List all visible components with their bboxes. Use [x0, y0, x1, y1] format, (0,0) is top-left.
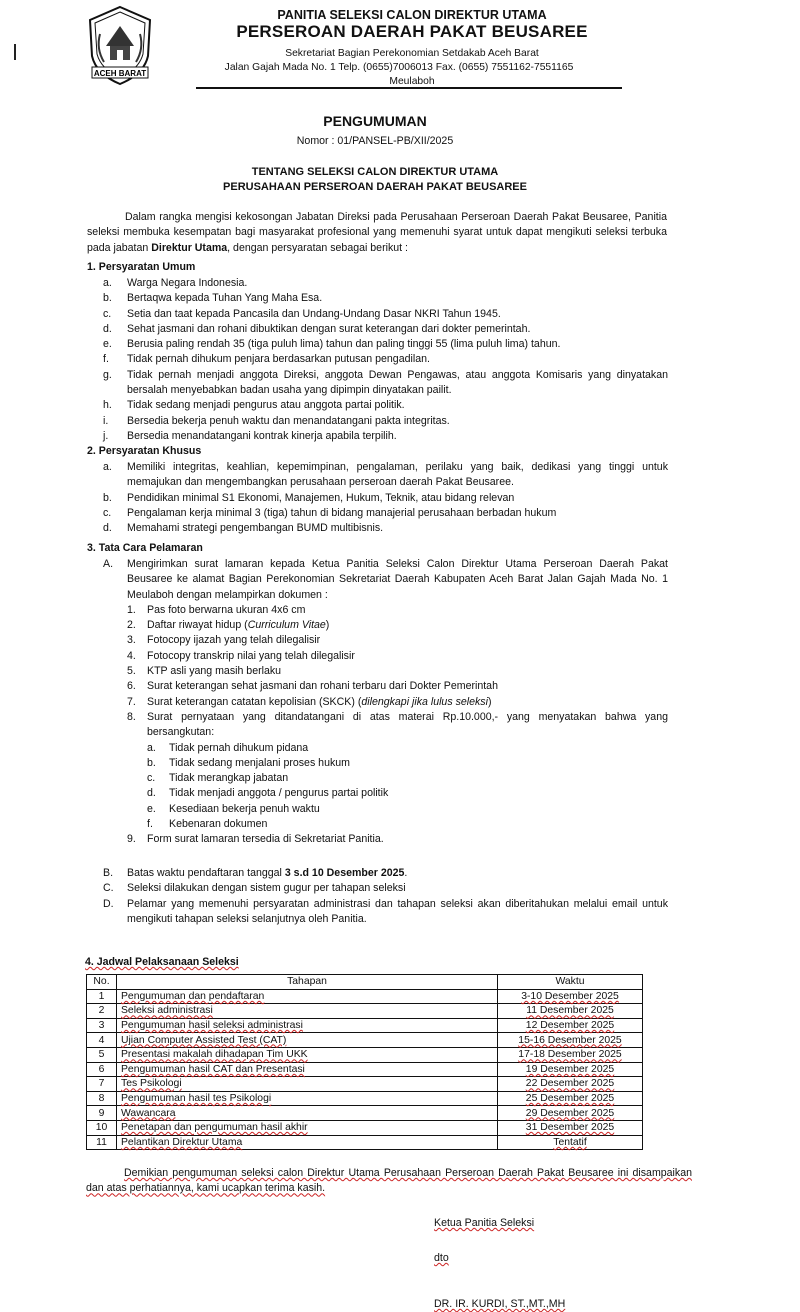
special-requirements-list: [103, 460, 668, 536]
statement-item: c. Tidak merangkap jabatan: [147, 772, 289, 785]
list-item: f. Tidak pernah dihukum penjara berdasarkan putusan pengadilan.: [103, 353, 430, 366]
list-item: a. Memiliki integritas, keahlian, kepemimpinan, pengalaman, perilaku yang baik, dedikasi yang tinggi untuk memajukan dan mengembangkan perusahaan perseroan daerah Pakat Beusaree.: [103, 461, 668, 489]
statement-item: f. Kebenaran dokumen: [147, 818, 268, 831]
header-committee: PANITIA SELEKSI CALON DIREKTUR UTAMA: [277, 8, 547, 22]
row-stage: Pengumuman hasil CAT dan Presentasi: [117, 1062, 498, 1077]
document-item: 2. Daftar riwayat hidup (Curriculum Vitae): [127, 619, 330, 632]
subject-line-2: PERUSAHAAN PERSEROAN DAERAH PAKAT BEUSAREE: [223, 181, 527, 193]
row-time: 11 Desember 2025: [498, 1004, 643, 1019]
list-item: g. Tidak pernah menjadi anggota Direksi, anggota Dewan Pengawas, atau anggota Komisaris yang dinyatakan bersalah menyebabkan badan usaha yang dipimpin dinyatakan pailit.: [103, 368, 668, 397]
list-item: c. Setia dan taat kepada Pancasila dan Undang-Undang Dasar NKRI Tahun 1945.: [103, 307, 501, 320]
document-item: 1. Pas foto berwarna ukuran 4x6 cm: [127, 603, 306, 616]
section-1-title: 1. Persyaratan Umum: [87, 261, 196, 273]
row-stage: Wawancara: [117, 1106, 498, 1121]
document-item: 5. KTP asli yang masih berlaku: [127, 665, 282, 678]
list-item: b. Bertaqwa kepada Tuhan Yang Maha Esa.: [103, 292, 323, 305]
logo-text: ACEH BARAT: [93, 69, 147, 78]
table-row: [87, 1062, 643, 1077]
intro-paragraph: Dalam rangka mengisi kekosongan Jabatan Direksi pada Perusahaan Perseroan Daerah Pakat Beusaree, Panitia seleksi membuka kesempatan bagi masyarakat profesional yang memenuhi syarat untuk dapat mengikuti seleksi terbuka pada jabatan Direktur Utama, dengan persyaratan sebagai berikut :: [87, 211, 667, 254]
col-time: Waktu: [498, 975, 643, 990]
letterhead: [84, 4, 624, 90]
list-item: e. Berusia paling rendah 35 (tiga puluh lima) tahun dan paling tinggi 55 (lima puluh lima) tahun.: [103, 338, 561, 351]
row-time: 12 Desember 2025: [498, 1018, 643, 1033]
list-item: j. Bersedia menandatangani kontrak kinerja apabila terpilih.: [103, 429, 397, 442]
row-stage: Seleksi administrasi: [117, 1004, 498, 1019]
statement-item: a. Tidak pernah dihukum pidana: [147, 741, 309, 754]
row-time: 19 Desember 2025: [498, 1062, 643, 1077]
col-no: No.: [87, 975, 117, 990]
row-time: Tentatif: [498, 1135, 643, 1150]
list-item: a. Warga Negara Indonesia.: [103, 277, 248, 289]
row-no: 10: [87, 1120, 117, 1135]
signature-name: DR. IR. KURDI, ST.,MT.,MH: [434, 1298, 566, 1310]
statement-item: d. Tidak menjadi anggota / pengurus partai politik: [147, 787, 389, 800]
table-row: [87, 1106, 643, 1121]
row-no: 5: [87, 1047, 117, 1062]
list-item: i. Bersedia bekerja penuh waktu dan menandatangani pakta integritas.: [103, 414, 450, 427]
row-time: 17-18 Desember 2025: [498, 1047, 643, 1062]
row-time: 15-16 Desember 2025: [498, 1033, 643, 1048]
statement-item: b. Tidak sedang menjalani proses hukum: [147, 756, 350, 769]
text-cursor: [14, 44, 16, 60]
row-no: 1: [87, 989, 117, 1004]
row-stage: Tes Psikologi: [117, 1077, 498, 1092]
row-no: 11: [87, 1135, 117, 1150]
row-stage: Ujian Computer Assisted Test (CAT): [117, 1033, 498, 1048]
schedule-header-row: [87, 975, 643, 990]
header-address: Jalan Gajah Mada No. 1 Telp. (0655)7006013 Fax. (0655) 7551162-7551165: [224, 62, 574, 73]
signature-role: Ketua Panitia Seleksi: [434, 1217, 535, 1229]
section-2-title: 2. Persyaratan Khusus: [87, 445, 202, 457]
row-no: 4: [87, 1033, 117, 1048]
document-item: 6. Surat keterangan sehat jasmani dan rohani terbaru dari Dokter Pemerintah: [127, 680, 498, 693]
table-row: [87, 1135, 643, 1150]
list-item: b. Pendidikan minimal S1 Ekonomi, Manajemen, Hukum, Teknik, atau bidang relevan: [103, 491, 515, 504]
list-item: d. Sehat jasmani dan rohani dibuktikan dengan surat keterangan dari dokter pemerintah.: [103, 322, 531, 335]
row-time: 31 Desember 2025: [498, 1120, 643, 1135]
table-row: [87, 1033, 643, 1048]
row-no: 8: [87, 1091, 117, 1106]
schedule-title: 4. Jadwal Pelaksanaan Seleksi: [85, 956, 239, 968]
row-no: 7: [87, 1077, 117, 1092]
col-stage: Tahapan: [117, 975, 498, 990]
header-company: PERSEROAN DAERAH PAKAT BEUSAREE: [236, 22, 588, 41]
table-row: [87, 1004, 643, 1019]
procedure-a: A. Mengirimkan surat lamaran kepada Ketua Panitia Seleksi Calon Direktur Utama Perseroan Daerah Pakat Beusaree ke alamat Bagian Perekonomian Sekretariat Daerah Kabupaten Aceh Barat Jalan Gajah Mada No. 1 Meulaboh dengan melampirkan dokumen : 1. Pas foto berwarna ukuran 4x6 cm 2. Daftar riwayat hidup (Curriculum Vitae) 3. Fotocopy ijazah yang telah dilegalisir 4. Fotocopy transkrip nilai yang telah dilegalisir 5. KTP asli yang masih berlaku 6. Surat keterangan sehat jasmani dan rohani terbaru dari Dokter Pemerintah 7. Surat keterangan catatan kepolisian (SKCK) (dilengkapi jika lulus seleksi) 8. Surat pernyataan yang ditandatangani di atas materai Rp.10.000,- yang menyatakan bahwa yang bersangkutan: a. Tidak pernah dihukum pidana b. Tidak sedang menjalani proses hukum c. Tidak merangkap jabatan d. Tidak menjadi anggota / pengurus partai politik e. Kesediaan bekerja penuh waktu f. Kebenaran dokumen 9. Form surat lamaran tersedia di Sekretariat Panitia.: [103, 557, 668, 848]
application-procedure-list: [103, 557, 668, 848]
row-no: 6: [87, 1062, 117, 1077]
list-item: c. Pengalaman kerja minimal 3 (tiga) tahun di bidang manajerial perusahaan berbadan hukum: [103, 506, 557, 519]
document-item: 9. Form surat lamaran tersedia di Sekretariat Panitia.: [127, 833, 384, 846]
section-3-title: 3. Tata Cara Pelamaran: [87, 542, 203, 554]
row-stage: Pengumuman hasil tes Psikologi: [117, 1091, 498, 1106]
signature-dto: dto: [434, 1252, 449, 1264]
table-row: [87, 1091, 643, 1106]
row-time: 25 Desember 2025: [498, 1091, 643, 1106]
documents-list: [127, 603, 668, 848]
document-item: 4. Fotocopy transkrip nilai yang telah dilegalisir: [127, 649, 355, 662]
statement-list: [147, 741, 668, 833]
row-stage: Presentasi makalah dihadapan Tim UKK: [117, 1047, 498, 1062]
procedure-notes-list: [103, 866, 668, 927]
document-title: PENGUMUMAN: [323, 113, 427, 129]
list-item: h. Tidak sedang menjadi pengurus atau anggota partai politik.: [103, 399, 405, 412]
row-time: 22 Desember 2025: [498, 1077, 643, 1092]
row-stage: Pengumuman dan pendaftaran: [117, 989, 498, 1004]
row-no: 2: [87, 1004, 117, 1019]
document-number: Nomor : 01/PANSEL-PB/XII/2025: [296, 135, 454, 147]
statement-item: e. Kesediaan bekerja penuh waktu: [147, 802, 320, 815]
document-item: 3. Fotocopy ijazah yang telah dilegalisir: [127, 634, 321, 647]
header-city: Meulaboh: [389, 76, 435, 87]
table-row: [87, 989, 643, 1004]
list-item: d. Memahami strategi pengembangan BUMD multibisnis.: [103, 522, 384, 535]
row-stage: Penetapan dan pengumuman hasil akhir: [117, 1120, 498, 1135]
table-row: [87, 1077, 643, 1092]
document-item: 8. Surat pernyataan yang ditandatangani di atas materai Rp.10.000,- yang menyatakan bahwa yang bersangkutan: a. Tidak pernah dihukum pidana b. Tidak sedang menjalani proses hukum c. Tidak merangkap jabatan d. Tidak menjadi anggota / pengurus partai politik e. Kesediaan bekerja penuh waktu f. Kebenaran dokumen: [127, 710, 668, 832]
row-stage: Pelantikan Direktur Utama: [117, 1135, 498, 1150]
header-secretariat: Sekretariat Bagian Perekonomian Setdakab Aceh Barat: [285, 48, 539, 59]
row-time: 29 Desember 2025: [498, 1106, 643, 1121]
row-stage: Pengumuman hasil seleksi administrasi: [117, 1018, 498, 1033]
header-divider: [196, 87, 622, 89]
procedure-c: C. Seleksi dilakukan dengan sistem gugur per tahapan seleksi: [103, 882, 406, 895]
table-row: [87, 1018, 643, 1033]
procedure-b: B. Batas waktu pendaftaran tanggal 3 s.d 10 Desember 2025.: [103, 867, 408, 879]
general-requirements-list: [103, 276, 668, 444]
table-row: [87, 1047, 643, 1062]
schedule-table: [86, 974, 643, 1150]
aceh-barat-emblem-icon: [84, 4, 156, 86]
subject-line-1: TENTANG SELEKSI CALON DIREKTUR UTAMA: [251, 166, 499, 178]
table-row: [87, 1120, 643, 1135]
procedure-d: D. Pelamar yang memenuhi persyaratan administrasi dan tahapan seleksi akan diberitahukan melalui email untuk mengikuti tahapan seleksi selanjutnya oleh Panitia.: [103, 897, 668, 925]
row-no: 9: [87, 1106, 117, 1121]
row-time: 3-10 Desember 2025: [498, 989, 643, 1004]
document-item: 7. Surat keterangan catatan kepolisian (SKCK) (dilengkapi jika lulus seleksi): [127, 695, 492, 708]
row-no: 3: [87, 1018, 117, 1033]
closing-paragraph: Demikian pengumuman seleksi calon Direktur Utama Perusahaan Perseroan Daerah Pakat Beusaree ini disampaikan dan atas perhatiannya, kami ucapkan terima kasih.: [86, 1167, 692, 1195]
